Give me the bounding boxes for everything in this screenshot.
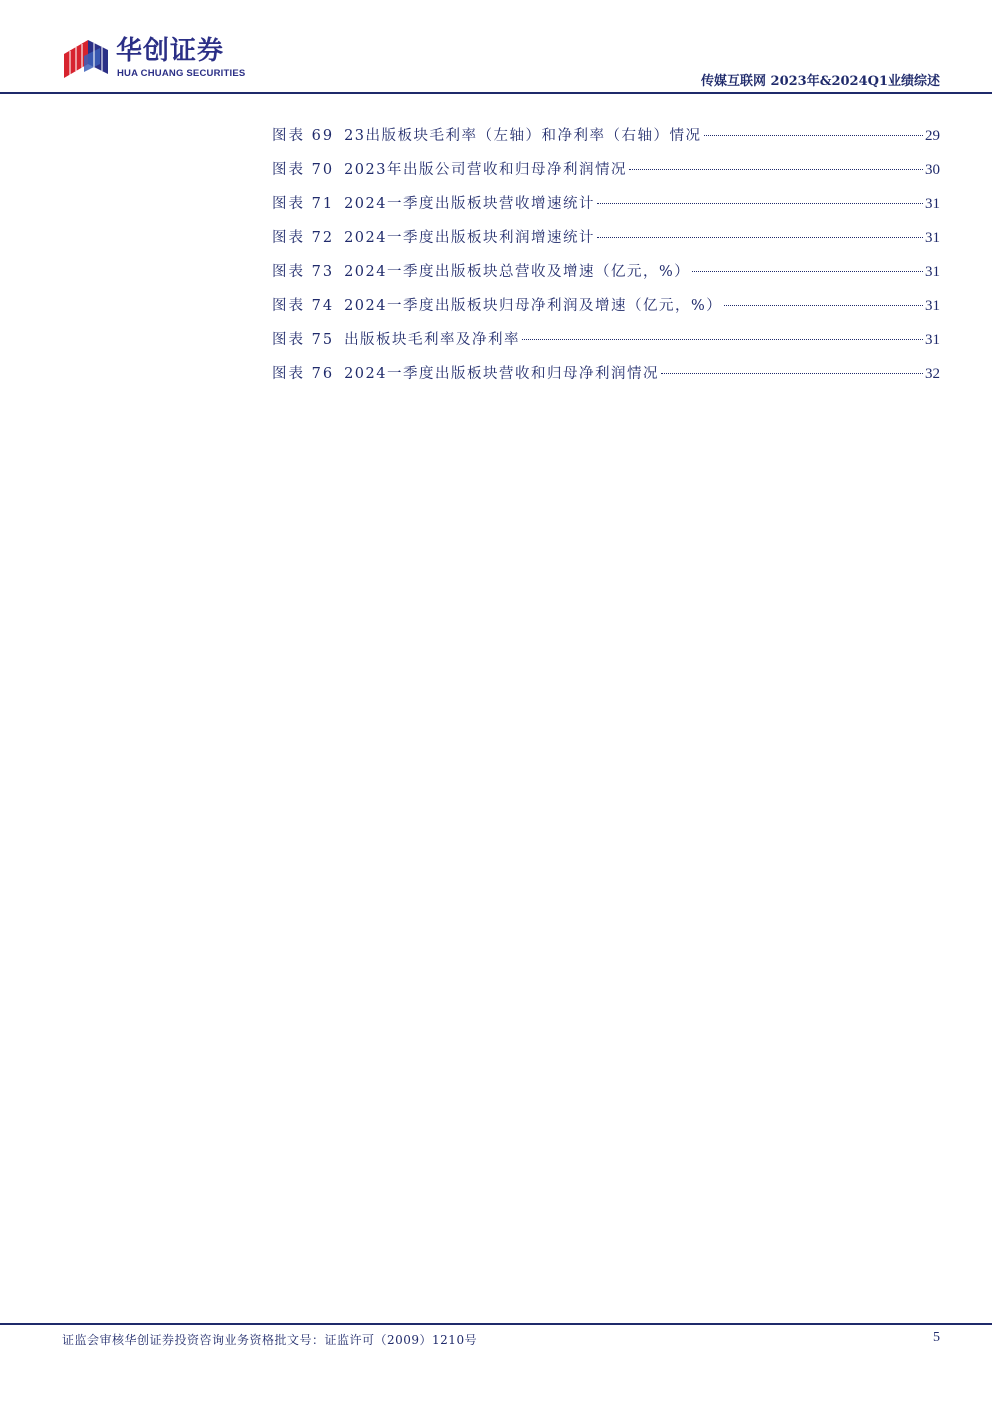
logo-mark-icon xyxy=(62,34,110,82)
toc-entry-page: 29 xyxy=(925,128,940,144)
page-number: 5 xyxy=(933,1330,940,1345)
toc-entry-label: 图表 70 xyxy=(272,162,335,178)
toc-entry-title: 23出版板块毛利率（左轴）和净利率（右轴）情况 xyxy=(344,128,702,144)
toc-entry-title: 出版板块毛利率及净利率 xyxy=(344,332,521,348)
toc-dot-leader xyxy=(692,271,923,272)
toc-entry-page: 31 xyxy=(925,230,940,246)
toc-entry-title: 2024一季度出版板块总营收及增速（亿元，%） xyxy=(344,264,691,280)
toc-dot-leader xyxy=(661,373,923,374)
toc-entry-label: 图表 72 xyxy=(272,230,335,246)
toc-entry[interactable] xyxy=(272,260,940,294)
toc-entry[interactable] xyxy=(272,294,940,328)
header-divider xyxy=(0,92,992,94)
toc-entry[interactable] xyxy=(272,226,940,260)
toc-dot-leader xyxy=(704,135,923,136)
toc-entry-page: 30 xyxy=(925,162,940,178)
toc-entry-title: 2024一季度出版板块营收和归母净利润情况 xyxy=(344,366,659,382)
toc-dot-leader xyxy=(724,305,923,306)
toc-entry-label: 图表 73 xyxy=(272,264,335,280)
brand-logo xyxy=(62,34,262,84)
logo-chinese-name: 华创证券 xyxy=(116,36,225,66)
toc-entry[interactable] xyxy=(272,362,940,396)
toc-dot-leader xyxy=(522,339,923,340)
toc-entry-label: 图表 69 xyxy=(272,128,335,144)
toc-entry-page: 31 xyxy=(925,264,940,280)
toc-entry[interactable] xyxy=(272,328,940,362)
footer-divider xyxy=(0,1323,992,1325)
logo-english-name: HUA CHUANG SECURITIES xyxy=(117,68,246,79)
license-statement: 证监会审核华创证券投资咨询业务资格批文号：证监许可（2009）1210号 xyxy=(62,1333,478,1347)
toc-entry-label: 图表 76 xyxy=(272,366,335,382)
toc-entry-label: 图表 74 xyxy=(272,298,335,314)
toc-dot-leader xyxy=(597,203,923,204)
toc-entry[interactable] xyxy=(272,124,940,158)
toc-entry-title: 2024一季度出版板块归母净利润及增速（亿元，%） xyxy=(344,298,723,314)
toc-dot-leader xyxy=(597,237,923,238)
toc-entry-page: 31 xyxy=(925,196,940,212)
toc-entry-page: 32 xyxy=(925,366,940,382)
figure-list xyxy=(272,124,940,396)
toc-entry[interactable] xyxy=(272,158,940,192)
toc-entry-label: 图表 71 xyxy=(272,196,335,212)
toc-entry-title: 2023年出版公司营收和归母净利润情况 xyxy=(344,162,627,178)
toc-entry-label: 图表 75 xyxy=(272,332,335,348)
report-title: 传媒互联网 2023年&2024Q1业绩综述 xyxy=(701,74,940,89)
toc-dot-leader xyxy=(629,169,923,170)
toc-entry-title: 2024一季度出版板块营收增速统计 xyxy=(344,196,595,212)
toc-entry-page: 31 xyxy=(925,332,940,348)
toc-entry-title: 2024一季度出版板块利润增速统计 xyxy=(344,230,595,246)
toc-entry-page: 31 xyxy=(925,298,940,314)
toc-entry[interactable] xyxy=(272,192,940,226)
